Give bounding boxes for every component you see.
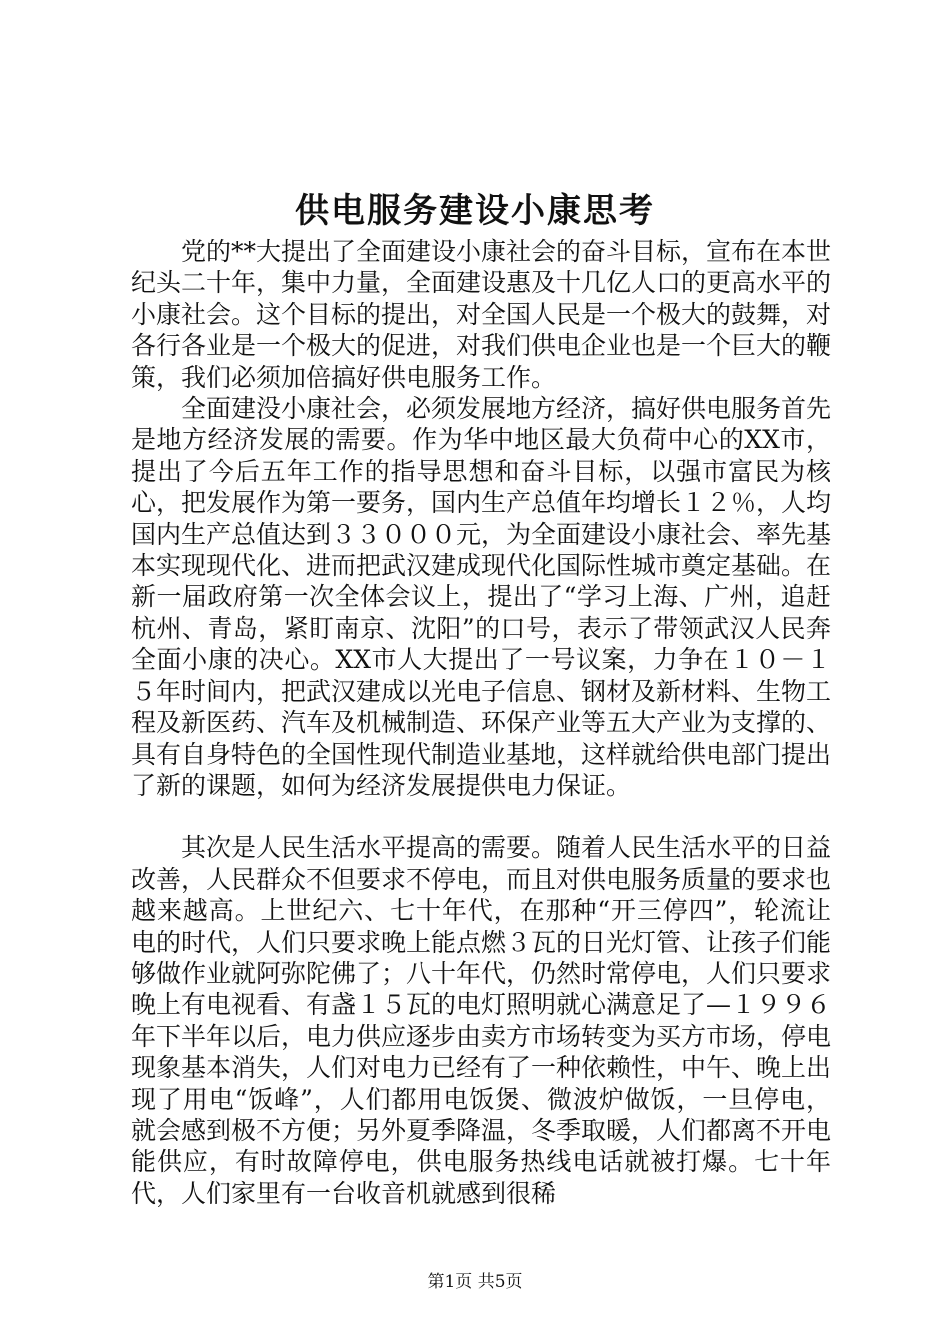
page-footer: 第1页 共5页 (427, 1272, 523, 1292)
paragraph-3: 其次是人民生活水平提高的需要。随着人民生活水平的日益改善，人民群众不但要求不停电，而且对供电服务质量的要求也越来越高。上世纪六、七十年代，在那种“开三停四”，轮流让电的时代，人们只要求晚上能点燃３瓦的日光灯管、让孩子们能够做作业就阿弥陀佛了；八十年代，仍然时常停电，人们只要求晚上有电视看、有盏１５瓦的电灯照明就心满意足了—１９９６年下半年以后，电力供应逐步由卖方市场转变为买方市场，停电现象基本消失，人们对电力已经有了一种依赖性，中午、晚上出现了用电“饭峰”，人们都用电饭煲、微波炉做饭，一旦停电，就会感到极不方便；另外夏季降温，冬季取暖，人们都离不开电能供应，有时故障停电，供电服务热线电话就被打爆。七十年代，人们家里有一台收音机就感到很稀 (131, 833, 832, 1208)
document-body (131, 236, 831, 1209)
document-title: 供电服务建设小康思考 (295, 191, 655, 231)
paragraph-2: 全面建没小康社会，必须发展地方经济，搞好供电服务首先是地方经济发展的需要。作为华中地区最大负荷中心的XX市，提出了今后五年工作的指导思想和奋斗目标，以强市富民为核心，把发展作为第一要务，国内生产总值年均增长１２％，人均国内生产总值达到３３０００元，为全面建设小康社会、率先基本实现现代化、进而把武汉建成现代化国际性城市奠定基础。在新一届政府第一次全体会议上，提出了“学习上海、广州，追赶杭州、青岛，紧盯南京、沈阳”的口号，表示了带领武汉人民奔全面小康的决心。XX市人大提出了一号议案，力争在１０－１５年时间内，把武汉建成以光电子信息、钢材及新材料、生物工程及新医药、汽车及机械制造、环保产业等五大产业为支撑的、具有自身特色的全国性现代制造业基地，这样就给供电部门提出了新的课题，如何为经济发展提供电力保证。 (131, 394, 832, 800)
paragraph-1: 党的**大提出了全面建设小康社会的奋斗目标，宣布在本世纪头二十年，集中力量，全面建设惠及十几亿人口的更高水平的小康社会。这个目标的提出，对全国人民是一个极大的鼓舞，对各行各业是一个极大的促进，对我们供电企业也是一个巨大的鞭策，我们必须加倍搞好供电服务工作。 (131, 237, 832, 392)
